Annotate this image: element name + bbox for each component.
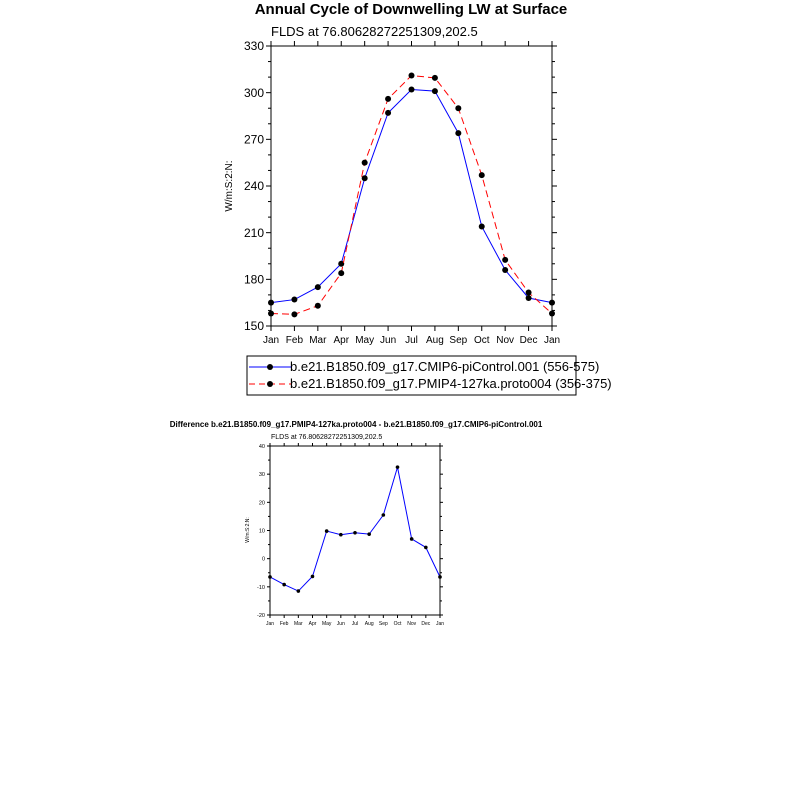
series-2-point <box>526 290 532 296</box>
series-2-point <box>432 75 438 81</box>
x-tick-label: Mar <box>309 335 327 346</box>
series-1-point <box>325 529 329 533</box>
series-2-point <box>291 311 297 317</box>
x-tick-label: May <box>321 621 332 627</box>
series-1-point <box>353 531 357 535</box>
y-tick-label: 240 <box>243 179 264 194</box>
legend-label-series-2: b.e21.B1850.f09_g17.PMIP4-127ka.proto004 (356-375) <box>290 376 612 391</box>
x-tick-label: Apr <box>308 621 317 627</box>
series-1-point <box>479 223 485 229</box>
y-tick-label: 40 <box>258 443 265 450</box>
x-tick-label: Dec <box>519 335 538 346</box>
series-1-point <box>432 88 438 94</box>
x-tick-label: Feb <box>285 335 304 346</box>
series-1-point <box>339 533 343 537</box>
x-tick-label: Aug <box>364 621 374 627</box>
x-tick-label: Jun <box>336 621 345 627</box>
series-1-point <box>409 87 415 93</box>
y-tick-label: 10 <box>258 528 265 535</box>
series-1-line <box>271 90 552 303</box>
chart-2-title: Difference b.e21.B1850.f09_g17.PMIP4-127ka.proto004 - b.e21.B1850.f09_g17.CMIP6-piControl.001 <box>169 420 543 429</box>
series-1-point <box>282 583 286 587</box>
series-1-point <box>396 465 400 469</box>
chart-1-legend <box>247 356 612 395</box>
series-2-line <box>271 76 552 315</box>
series-1-point <box>362 175 368 181</box>
chart-1-series <box>268 73 555 318</box>
series-1-point <box>438 575 442 579</box>
series-1-point <box>549 300 555 306</box>
chart-1-ylabel: W/m:S:2:N: <box>224 160 235 212</box>
series-1-point <box>268 575 272 579</box>
chart-2 <box>170 420 543 627</box>
x-tick-label: Sep <box>378 621 388 627</box>
y-tick-label: 20 <box>258 500 265 507</box>
legend-marker-series-1 <box>267 364 273 370</box>
x-tick-label: Dec <box>421 621 431 627</box>
series-1-point <box>455 130 461 136</box>
y-tick-label: 270 <box>243 132 264 147</box>
x-tick-label: Apr <box>333 335 350 346</box>
chart-2-x-axis <box>266 443 444 627</box>
y-tick-label: 0 <box>261 556 265 563</box>
chart-2-y-axis <box>257 444 443 619</box>
series-2-point <box>409 73 415 79</box>
y-tick-label: 30 <box>258 472 265 479</box>
chart-1 <box>224 1 612 395</box>
series-1-point <box>297 589 301 593</box>
series-1-point <box>367 532 371 536</box>
x-tick-label: Oct <box>473 335 490 346</box>
chart-2-series <box>268 465 442 593</box>
series-2-point <box>315 303 321 309</box>
chart-1-subtitle: FLDS at 76.80628272251309,202.5 <box>271 24 478 39</box>
x-tick-label: Jan <box>435 621 445 627</box>
x-tick-label: Mar <box>294 621 303 627</box>
x-tick-label: Oct <box>393 621 402 627</box>
x-tick-label: Nov <box>407 621 417 627</box>
x-tick-label: Jan <box>265 621 275 627</box>
legend-label-series-1: b.e21.B1850.f09_g17.CMIP6-piControl.001 (556-575) <box>290 359 600 374</box>
series-2-point <box>455 105 461 111</box>
series-1-point <box>268 300 274 306</box>
series-2-point <box>338 270 344 276</box>
x-tick-label: Jul <box>405 335 418 346</box>
legend-marker-series-2 <box>267 381 273 387</box>
series-1-point <box>526 295 532 301</box>
series-2-point <box>268 311 274 317</box>
x-tick-label: May <box>355 335 375 346</box>
chart-1-title: Annual Cycle of Downwelling LW at Surface <box>254 1 568 18</box>
series-2-point <box>385 96 391 102</box>
series-1-point <box>315 284 321 290</box>
x-tick-label: Sep <box>449 335 468 346</box>
series-1-point <box>502 267 508 273</box>
series-1-point <box>291 297 297 303</box>
series-2-point <box>479 172 485 178</box>
series-1-line <box>270 467 440 591</box>
x-tick-label: Jun <box>380 335 397 346</box>
series-1-point <box>410 537 414 541</box>
y-tick-label: 150 <box>243 319 264 334</box>
x-tick-label: Jan <box>543 335 561 346</box>
series-1-point <box>424 546 428 550</box>
chart-1-y-axis <box>244 39 557 333</box>
series-1-point <box>385 110 391 116</box>
x-tick-label: Feb <box>279 621 289 627</box>
y-tick-label: 180 <box>243 272 264 287</box>
series-2-point <box>502 257 508 263</box>
y-tick-label: 300 <box>243 85 264 100</box>
y-tick-label: 210 <box>243 225 264 240</box>
x-tick-label: Jul <box>351 621 359 627</box>
series-2-point <box>362 160 368 166</box>
y-tick-label: 330 <box>243 39 264 54</box>
series-1-point <box>382 513 386 517</box>
y-tick-label: -20 <box>257 612 265 619</box>
series-1-point <box>311 575 315 579</box>
x-tick-label: Jan <box>262 335 280 346</box>
x-tick-label: Nov <box>496 335 515 346</box>
chart-2-ylabel: W/m:S:2:N: <box>245 517 251 543</box>
x-tick-label: Aug <box>426 335 444 346</box>
chart-2-subtitle: FLDS at 76.80628272251309,202.5 <box>271 434 383 441</box>
y-tick-label: -10 <box>257 584 265 591</box>
series-2-point <box>549 311 555 317</box>
